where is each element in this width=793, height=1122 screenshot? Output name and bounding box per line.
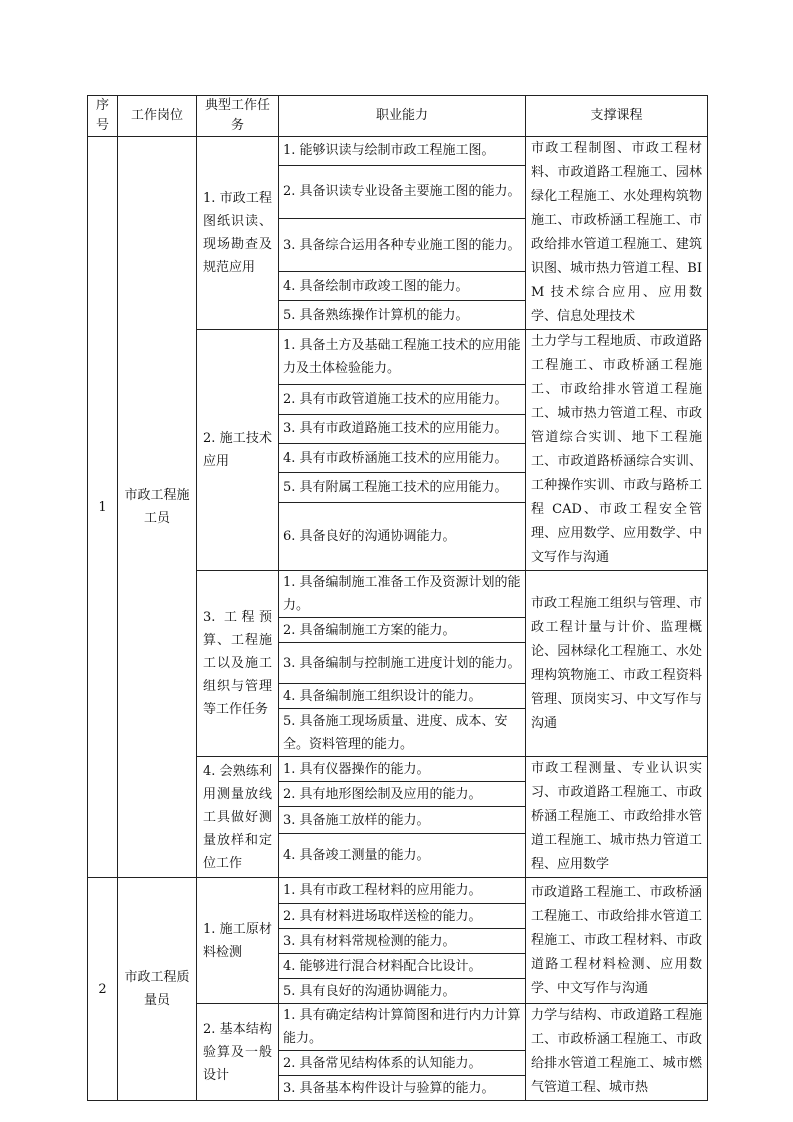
header-row — [88, 96, 708, 137]
ability-item: 2. 具有材料进场取样送检的能力。 — [279, 904, 526, 929]
ability-item: 4. 能够进行混合材料配合比设计。 — [279, 954, 526, 979]
ability-item: 3. 具有材料常规检测的能力。 — [279, 929, 526, 954]
row-number: 1 — [88, 137, 118, 878]
ability-item: 1. 能够识读与绘制市政工程施工图。 — [279, 137, 526, 166]
curriculum-table — [87, 95, 708, 1101]
header-job: 工作岗位 — [118, 96, 197, 137]
table-row — [88, 137, 708, 166]
job-position: 市政工程施工员 — [118, 137, 197, 878]
ability-item: 3. 具备基本构件设计与验算的能力。 — [279, 1076, 526, 1101]
typical-task: 2. 施工技术应用 — [197, 330, 279, 571]
supporting-courses: 市政工程测量、专业认识实习、市政道路工程施工、市政桥涵工程施工、市政给排水管道工程施工、城市热力管道工程、应用数学 — [526, 757, 708, 878]
typical-task: 2. 基本结构验算及一般设计 — [197, 1004, 279, 1101]
supporting-courses: 市政工程制图、市政工程材料、市政道路工程施工、园林绿化工程施工、水处理构筑物施工、市政桥涵工程施工、市政给排水管道工程施工、建筑识图、城市热力管道工程、BIM 技术综合应用、应用数学、信息处理技术 — [526, 137, 708, 330]
header-task: 典型工作任务 — [197, 96, 279, 137]
supporting-courses: 市政道路工程施工、市政桥涵工程施工、市政给排水管道工程施工、市政工程材料、市政道路工程材料检测、应用数学、中文写作与沟通 — [526, 878, 708, 1004]
supporting-courses: 土力学与工程地质、市政道路工程施工、市政桥涵工程施工、市政给排水管道工程施工、城市热力管道工程、市政管道综合实训、地下工程施工、市政道路桥涵综合实训、工种操作实训、市政与路桥工程 CAD、市政工程安全管理、应用数学、应用数学、中文写作与沟通 — [526, 330, 708, 571]
ability-item: 2. 具备识读专业设备主要施工图的能力。 — [279, 165, 526, 218]
ability-item: 5. 具备熟练操作计算机的能力。 — [279, 301, 526, 330]
header-course: 支撑课程 — [526, 96, 708, 137]
ability-item: 1. 具备土方及基础工程施工技术的应用能力及土体检验能力。 — [279, 330, 526, 385]
typical-task: 1. 施工原材料检测 — [197, 878, 279, 1004]
ability-item: 1. 具有市政工程材料的应用能力。 — [279, 878, 526, 904]
ability-item: 1. 具有仪器操作的能力。 — [279, 757, 526, 782]
ability-item: 5. 具有良好的沟通协调能力。 — [279, 979, 526, 1004]
job-position: 市政工程质量员 — [118, 878, 197, 1101]
ability-item: 2. 具有市政管道施工技术的应用能力。 — [279, 385, 526, 414]
table-row — [88, 878, 708, 904]
ability-item: 5. 具备施工现场质量、进度、成本、安全。资料管理的能力。 — [279, 709, 526, 757]
typical-task: 4. 会熟练利用测量放线工具做好测量放样和定位工作 — [197, 757, 279, 878]
ability-item: 3. 具备编制与控制施工进度计划的能力。 — [279, 643, 526, 684]
ability-item: 2. 具备常见结构体系的认知能力。 — [279, 1051, 526, 1076]
ability-item: 4. 具备竣工测量的能力。 — [279, 833, 526, 877]
ability-item: 2. 具有地形图绘制及应用的能力。 — [279, 782, 526, 807]
ability-item: 6. 具备良好的沟通协调能力。 — [279, 502, 526, 570]
header-ability: 职业能力 — [279, 96, 526, 137]
ability-item: 5. 具有附属工程施工技术的应用能力。 — [279, 473, 526, 502]
ability-item: 4. 具有市政桥涵施工技术的应用能力。 — [279, 444, 526, 473]
ability-item: 2. 具备编制施工方案的能力。 — [279, 618, 526, 643]
ability-item: 1. 具备编制施工准备工作及资源计划的能力。 — [279, 571, 526, 618]
ability-item: 1. 具有确定结构计算简图和进行内力计算能力。 — [279, 1004, 526, 1051]
ability-item: 3. 具有市政道路施工技术的应用能力。 — [279, 414, 526, 443]
typical-task: 1. 市政工程图纸识读、现场勘查及规范应用 — [197, 137, 279, 330]
supporting-courses: 市政工程施工组织与管理、市政工程计量与计价、监理概论、园林绿化工程施工、水处理构筑物施工、市政工程资料管理、顶岗实习、中文写作与沟通 — [526, 571, 708, 757]
header-no: 序号 — [88, 96, 118, 137]
supporting-courses: 力学与结构、市政道路工程施工、市政桥涵工程施工、市政给排水管道工程施工、城市燃气管道工程、城市热 — [526, 1004, 708, 1101]
row-number: 2 — [88, 878, 118, 1101]
ability-item: 3. 具备施工放样的能力。 — [279, 807, 526, 833]
typical-task: 3. 工程预算、工程施工以及施工组织与管理等工作任务 — [197, 571, 279, 757]
ability-item: 4. 具备编制施工组织设计的能力。 — [279, 684, 526, 709]
ability-item: 4. 具备绘制市政竣工图的能力。 — [279, 272, 526, 301]
ability-item: 3. 具备综合运用各种专业施工图的能力。 — [279, 219, 526, 272]
